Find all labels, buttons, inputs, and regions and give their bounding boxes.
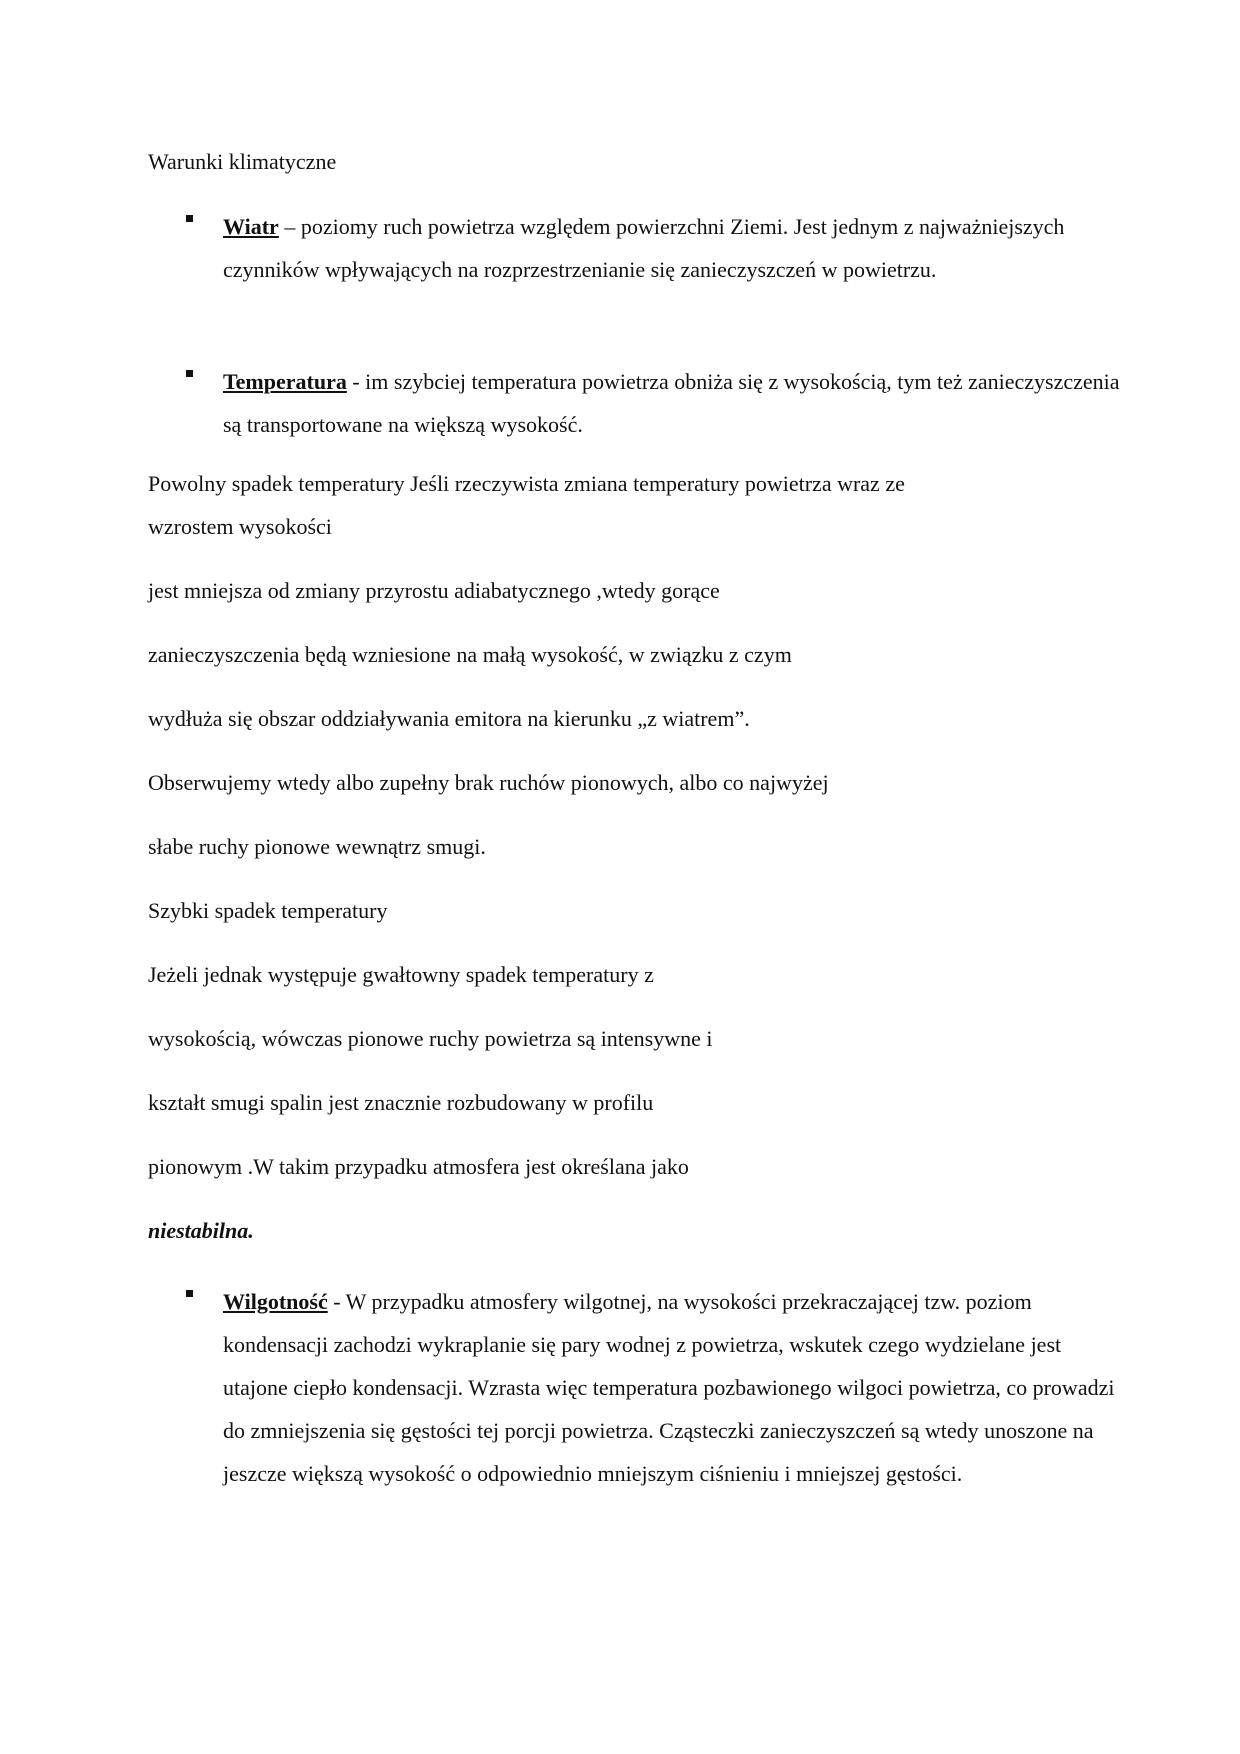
term-wind: Wiatr bbox=[223, 214, 279, 239]
paragraph-line: pionowym .W takim przypadku atmosfera jest określana jako bbox=[148, 1154, 689, 1179]
bullet-item-wind bbox=[148, 205, 1108, 295]
paragraph-line: Obserwujemy wtedy albo zupełny brak ruchów pionowych, albo co najwyżej bbox=[148, 770, 829, 795]
square-bullet-icon bbox=[186, 1290, 193, 1297]
bullet-text-temperature bbox=[223, 360, 1123, 446]
square-bullet-icon bbox=[186, 370, 193, 377]
definition-humidity: - W przypadku atmosfery wilgotnej, na wysokości przekraczającej tzw. poziom kondensacji zachodzi wykraplanie się pary wodnej z powietrza, wskutek czego wydzielane jest utajone ciepło kondensacji. Wzrasta więc temperatura pozbawionego wilgoci powietrza, co prowadzi do zmniejszenia się gęstości tej porcji powietrza. Cząsteczki zanieczyszczeń są wtedy unoszone na jeszcze większą wysokość o odpowiednio mniejszym ciśnieniu i mniejszej gęstości. bbox=[223, 1289, 1115, 1486]
bullet-item-humidity bbox=[148, 1280, 1115, 1540]
paragraph-line: słabe ruchy pionowe wewnątrz smugi. bbox=[148, 834, 486, 859]
paragraph-line: wydłuża się obszar oddziaływania emitora na kierunku „z wiatrem”. bbox=[148, 706, 750, 731]
document-title: Warunki klimatyczne bbox=[148, 149, 337, 174]
paragraph-line: wzrostem wysokości bbox=[148, 514, 332, 539]
paragraph-line: Jeżeli jednak występuje gwałtowny spadek temperatury z bbox=[148, 962, 654, 987]
term-humidity: Wilgotność bbox=[223, 1289, 328, 1314]
bullet-text-wind bbox=[223, 205, 1123, 291]
paragraph-line: jest mniejsza od zmiany przyrostu adiabatycznego ,wtedy gorące bbox=[148, 578, 720, 603]
paragraph-line: zanieczyszczenia będą wzniesione na małą wysokość, w związku z czym bbox=[148, 642, 792, 667]
paragraph-line: kształt smugi spalin jest znacznie rozbudowany w profilu bbox=[148, 1090, 654, 1115]
bullet-item-temperature bbox=[148, 360, 1120, 440]
definition-temperature: - im szybciej temperatura powietrza obniża się z wysokością, tym też zanieczyszczenia są transportowane na większą wysokość. bbox=[223, 369, 1120, 437]
emphasis-unstable: niestabilna. bbox=[148, 1218, 254, 1243]
bullet-text-humidity bbox=[223, 1280, 1123, 1495]
square-bullet-icon bbox=[186, 215, 193, 222]
subheading-fast-temperature-drop: Szybki spadek temperatury bbox=[148, 898, 388, 923]
definition-wind: – poziomy ruch powietrza względem powierzchni Ziemi. Jest jednym z najważniejszych czynników wpływających na rozprzestrzenianie się zanieczyszczeń w powietrzu. bbox=[223, 214, 1065, 282]
term-temperature: Temperatura bbox=[223, 369, 347, 394]
paragraph-line: Powolny spadek temperatury Jeśli rzeczywista zmiana temperatury powietrza wraz ze bbox=[148, 471, 905, 496]
paragraph-line: wysokością, wówczas pionowe ruchy powietrza są intensywne i bbox=[148, 1026, 713, 1051]
